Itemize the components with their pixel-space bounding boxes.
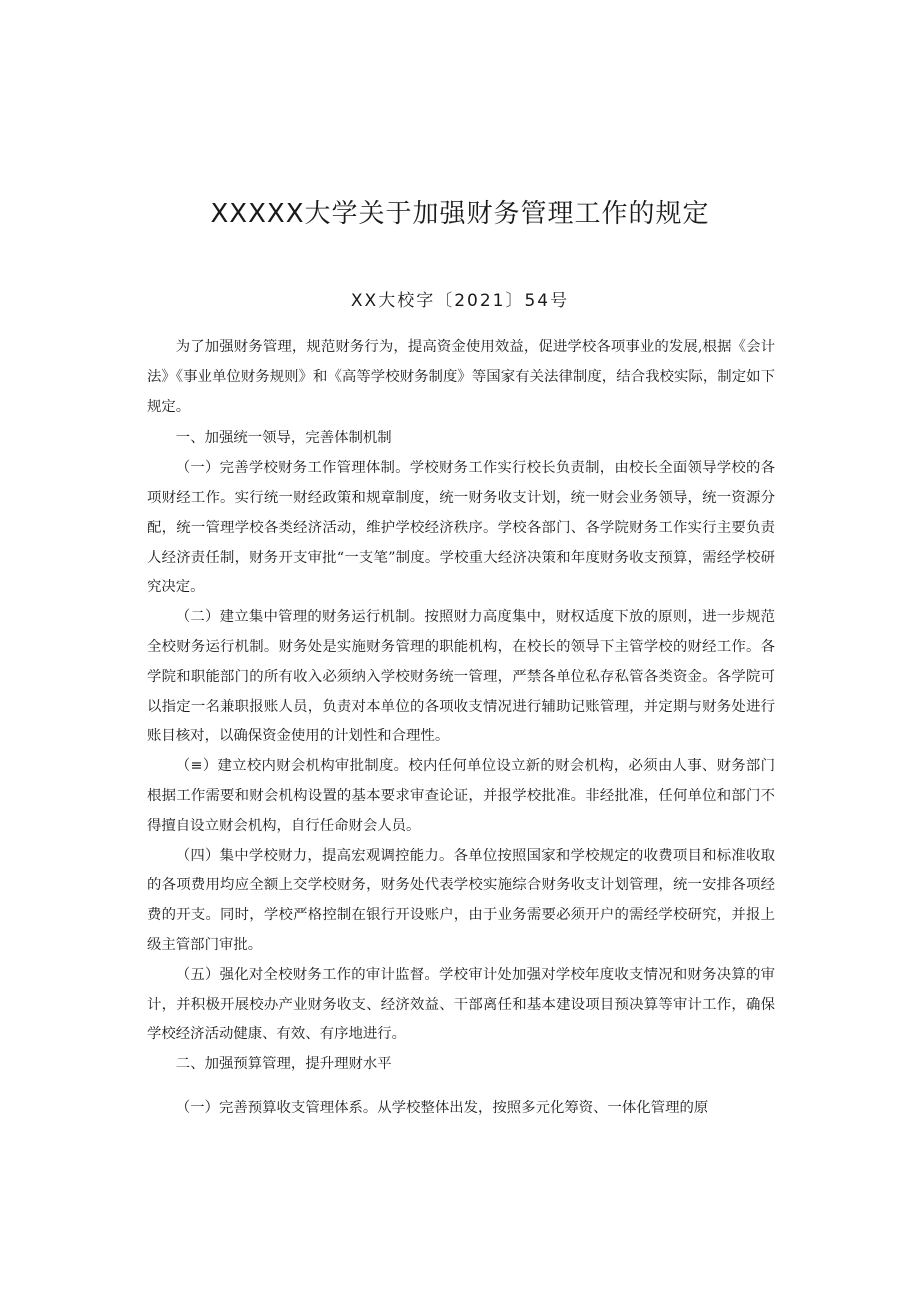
document-title: XXXXX大学关于加强财务管理工作的规定 (210, 199, 710, 229)
paragraph-1-2: （二）建立集中管理的财务运行机制。按照财力高度集中，财权适度下放的原则，进一步规范全校财务运行机制。财务处是实施财务管理的职能机构，在校长的领导下主管学校的财经工作。各学院和职能部门的所有收入必须纳入学校财务统一管理，严禁各单位私存私管各类资金。各学院可以指定一名兼职报账人员，负责对本单位的各项收支情况进行辅助记账管理，并定期与财务处进行账目核对，以确保资金使用的计划性和合理性。 (147, 609, 775, 745)
document-number: XX大校字〔2021〕54号 (350, 291, 570, 311)
intro-paragraph: 为了加强财务管理，规范财务行为，提高资金使用效益，促进学校各项事业的发展,根据《会计法》《事业单位财务规则》和《高等学校财务制度》等国家有关法律制度，结合我校实际，制定如下规定。 (147, 339, 775, 415)
paragraph-1-5: （五）强化对全校财务工作的审计监督。学校审计处加强对学校年度收支情况和财务决算的审计，并积极开展校办产业财务收支、经济效益、干部离任和基本建设项目预决算等审计工作，确保学校经济活动健康、有效、有序地进行。 (147, 966, 775, 1043)
section-heading-2: 二、加强预算管理，提升理财水平 (175, 1056, 392, 1073)
paragraph-1-4: （四）集中学校财力，提高宏观调控能力。各单位按照国家和学校规定的收费项目和标准收取的各项费用均应全额上交学校财务，财务处代表学校实施综合财务收支计划管理，统一安排各项经费的开支。同时，学校严格控制在银行开设账户，由于业务需要必须开户的需经学校研究，并报上级主管部门审批。 (147, 847, 775, 953)
paragraph-2-1: （一）完善预算收支管理体系。从学校整体出发，按照多元化筹资、一体化管理的原 (175, 1099, 709, 1116)
document-body (147, 333, 775, 1124)
paragraph-1-1: （一）完善学校财务工作管理体制。学校财务工作实行校长负责制，由校长全面领导学校的各项财经工作。实行统一财经政策和规章制度，统一财务收支计划，统一财会业务领导，统一资源分配，统一管理学校各类经济活动，维护学校经济秩序。学校各部门、各学院财务工作实行主要负责人经济责任制，财务开支审批“一支笔”制度。学校重大经济决策和年度财务收支预算，需经学校研究决定。 (147, 460, 775, 596)
paragraph-1-3: （≡）建立校内财会机构审批制度。校内任何单位设立新的财会机构，必须由人事、财务部门根据工作需要和财会机构设置的基本要求审查论证，并报学校批准。非经批准，任何单位和部门不得擅自设立财会机构，自行任命财会人员。 (147, 758, 775, 834)
section-heading-1: 一、加强统一领导，完善体制机制 (175, 430, 392, 447)
